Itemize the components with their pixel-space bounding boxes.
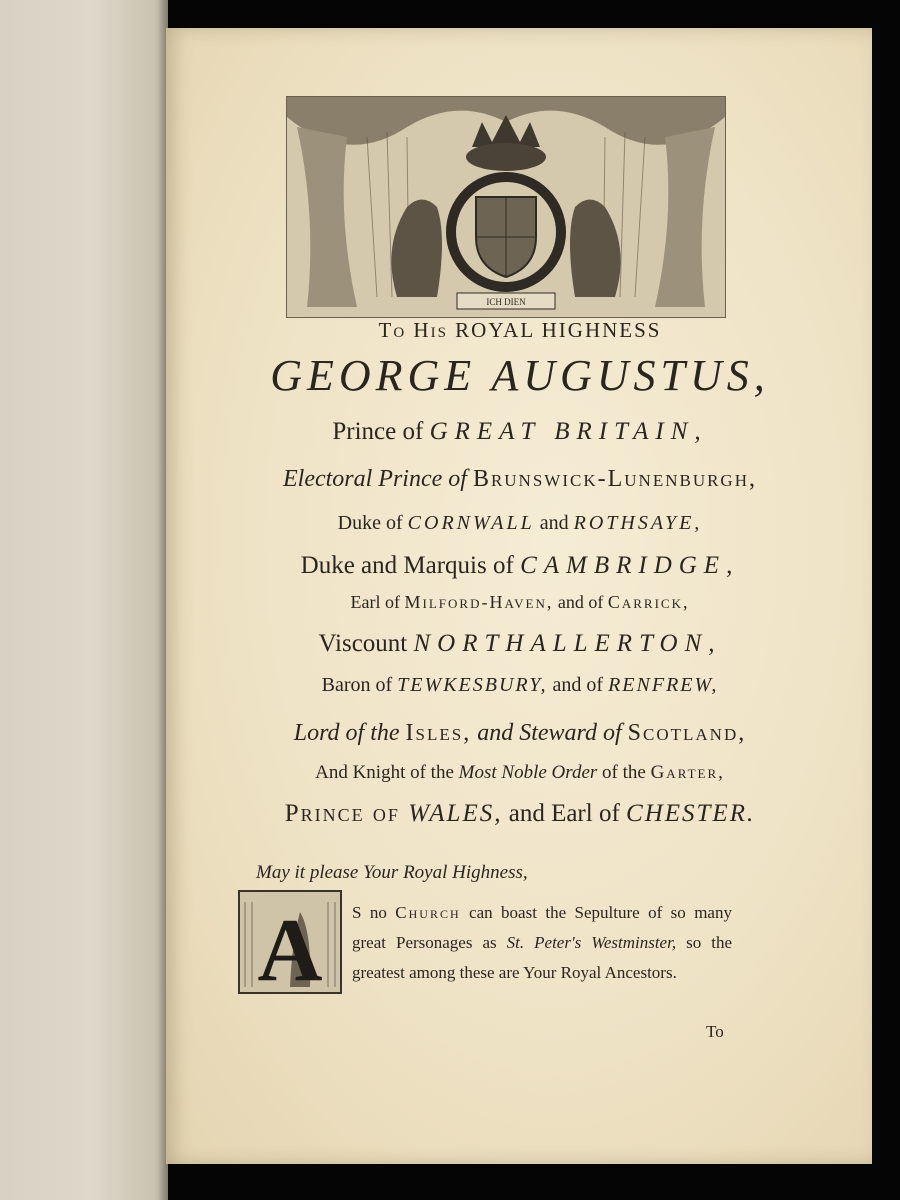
body-text: S no	[352, 903, 396, 922]
body-text: St. Peter's Westminster,	[506, 933, 677, 952]
title-text: And Knight of the	[315, 762, 459, 783]
title-text: Brunswick-Lunenburgh,	[472, 466, 757, 492]
title-line-prince	[170, 418, 870, 446]
facing-page	[0, 0, 168, 1200]
title-text: NORTHALLERTON,	[413, 630, 722, 657]
title-text: Carrick,	[607, 592, 690, 612]
title-text: Earl of	[350, 592, 405, 612]
title-text: and Steward of	[471, 720, 628, 746]
royal-arms-engraving	[286, 96, 726, 318]
title-text: Lord of the	[293, 720, 406, 746]
title-line-viscount	[170, 630, 870, 658]
title-text: and Earl of	[502, 800, 627, 827]
title-text: Prince of	[332, 418, 430, 445]
title-text: of the	[597, 762, 651, 783]
salutation: May it please Your Royal Highness,	[256, 862, 528, 883]
title-text: Milford-Haven,	[404, 592, 554, 612]
title-line-duke-cornwall	[170, 512, 870, 535]
title-line-lord-isles	[170, 720, 870, 747]
title-text: RENFREW,	[608, 674, 719, 696]
dedication-line-1: To His ROYAL HIGHNESS	[378, 318, 662, 342]
title-text: CAMBRIDGE,	[520, 552, 740, 579]
title-text: Duke of	[337, 512, 408, 534]
title-line-wales	[170, 800, 870, 828]
title-text: Most Noble Order	[458, 762, 598, 783]
title-line-garter	[170, 762, 870, 784]
title-text: Prince of	[284, 800, 409, 827]
title-text: and of	[553, 592, 608, 612]
title-line-cambridge	[170, 552, 870, 580]
title-text: Scotland,	[627, 720, 747, 746]
dedication-body	[352, 898, 732, 988]
title-text: and	[534, 512, 574, 534]
title-text: GREAT BRITAIN,	[429, 418, 708, 445]
title-text: TEWKESBURY,	[397, 674, 548, 696]
decorated-initial	[238, 890, 342, 994]
dropcap-letter: A	[257, 901, 323, 992]
title-line-earl-milford	[170, 592, 870, 613]
body-text: so the greatest among these are Your Royal Ancestors.	[352, 933, 733, 982]
title-text: ROTHSAYE,	[573, 512, 703, 534]
title-text: CHESTER.	[626, 800, 756, 827]
title-text: Duke and Marquis of	[300, 552, 521, 579]
catchword: To	[706, 1022, 724, 1041]
title-text: CORNWALL	[407, 512, 535, 534]
title-text: Garter,	[650, 762, 725, 783]
dedicatee-name: GEORGE AUGUSTUS,	[270, 351, 770, 400]
title-text: and of	[547, 674, 609, 696]
title-text: Baron of	[321, 674, 398, 696]
body-text: can boast the Sepulture of so many great Personages as	[352, 903, 732, 952]
title-text: Isles,	[405, 720, 472, 746]
title-text: Electoral Prince of	[282, 466, 473, 492]
body-text: Church	[395, 903, 461, 922]
motto-text: ICH DIEN	[486, 297, 526, 307]
title-text: WALES,	[408, 800, 503, 827]
title-line-baron	[170, 674, 870, 697]
title-line-electoral	[170, 466, 870, 493]
title-text: Viscount	[318, 630, 414, 657]
